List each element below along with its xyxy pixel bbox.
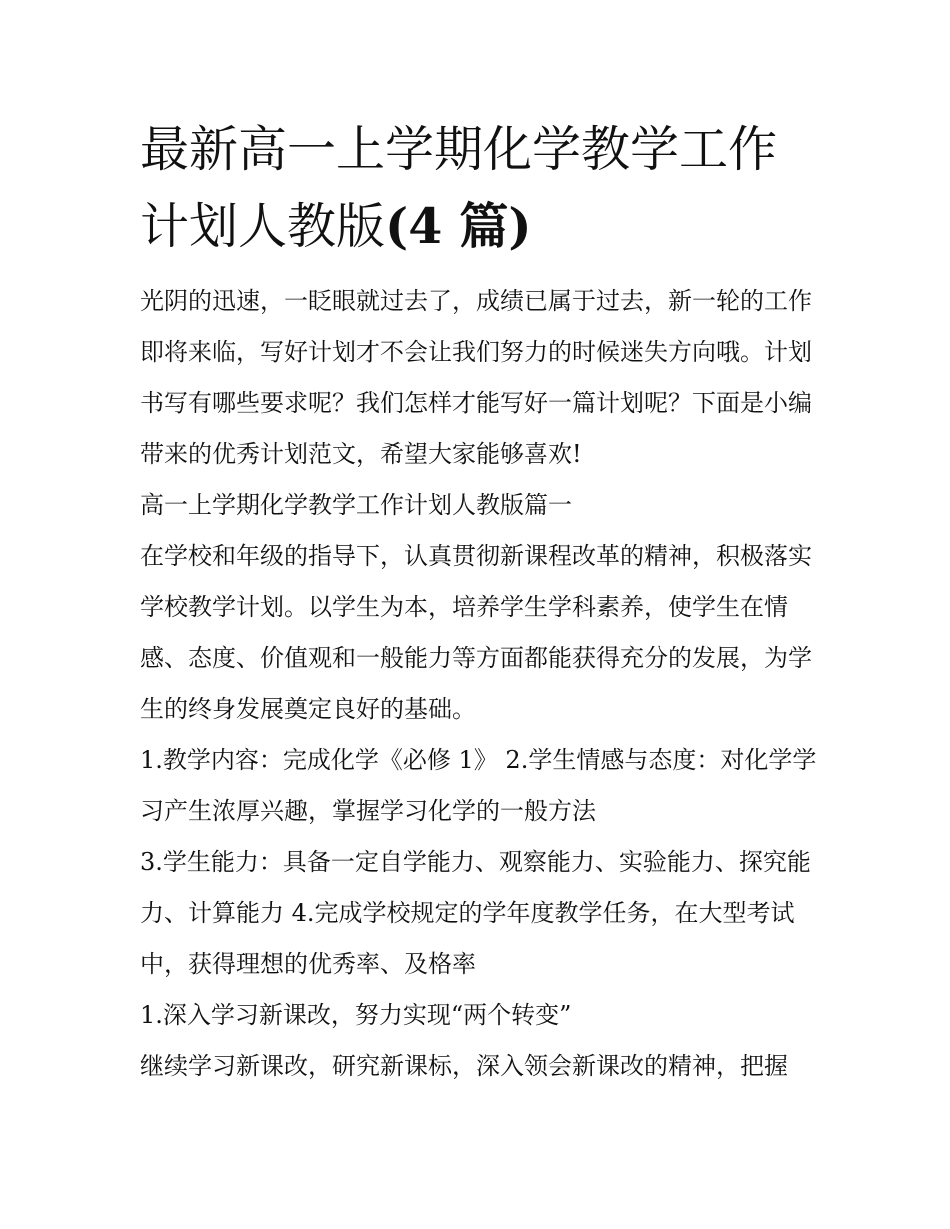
document-title-main: 最新高一上学期化学教学工作计划人教版: [140, 121, 778, 255]
document-body: [140, 276, 820, 1092]
document-title: [140, 112, 820, 265]
measure-heading: 1.深入学习新课改，努力实现“两个转变”: [140, 1001, 572, 1029]
goals-paragraph-2: 3.学生能力：具备一定自学能力、观察能力、实验能力、探究能力、计算能力 4.完成学校规定的学年度教学任务，在大型考试中，获得理想的优秀率、及格率: [140, 848, 811, 978]
measure-paragraph: 继续学习新课改，研究新课标，深入领会新课改的精神，把握: [140, 1052, 788, 1080]
guidance-paragraph: 在学校和年级的指导下，认真贯彻新课程改革的精神，积极落实学校教学计划。以学生为本，培养学生学科素养，使学生在情感、态度、价值观和一般能力等方面都能获得充分的发展，为学生的终身发展奠定良好的基础。: [140, 542, 812, 723]
section-heading: 高一上学期化学教学工作计划人教版篇一: [140, 491, 572, 519]
document-title-count: (4 篇): [385, 197, 532, 255]
intro-paragraph: 光阴的迅速，一眨眼就过去了，成绩已属于过去，新一轮的工作即将来临，写好计划才不会让我们努力的时候迷失方向哦。计划书写有哪些要求呢？我们怎样才能写好一篇计划呢？下面是小编带来的优秀计划范文，希望大家能够喜欢!: [140, 287, 812, 468]
goals-paragraph-1: 1.教学内容：完成化学《必修 1》 2.学生情感与态度：对化学学习产生浓厚兴趣，掌握学习化学的一般方法: [140, 746, 817, 825]
